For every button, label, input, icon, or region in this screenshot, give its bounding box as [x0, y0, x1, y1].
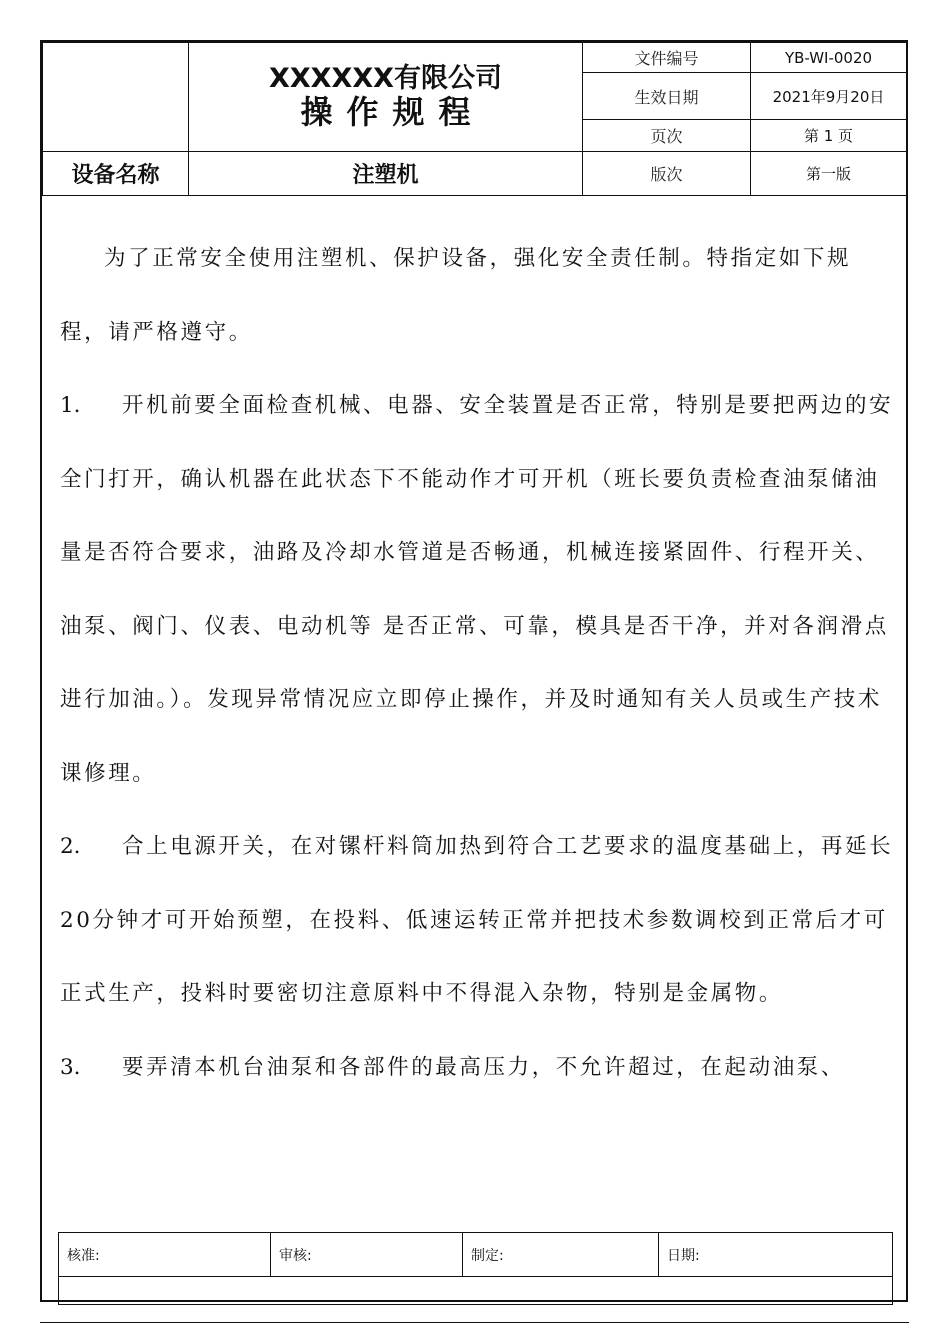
equipment-label: 设备名称	[43, 152, 189, 196]
procedure-item	[60, 369, 898, 810]
logo-cell	[43, 43, 189, 152]
procedure-item	[60, 1031, 898, 1105]
signoff-table	[58, 1232, 893, 1305]
file-number-label: 文件编号	[583, 43, 751, 73]
bottom-rule	[40, 1322, 909, 1323]
version-label: 版次	[583, 152, 751, 196]
approve-field: 核准:	[59, 1233, 271, 1277]
document-header	[42, 42, 907, 196]
item-text: 开机前要全面检查机械、电器、安全装置是否正常，特别是要把两边的安全门打开，确认机器在此状态下不能动作才可开机（班长要负责检查油泵储油量是否符合要求，油路及冷却水管道是否畅通，机械连接紧固件、行程开关、油泵、阀门、仪表、电动机等 是否正常、可靠，模具是否干净，并对各润滑点进行加油。）。发现异常情况应立即停止操作，并及时通知有关人员或生产技术课修理。	[60, 393, 894, 786]
date-field: 日期:	[659, 1233, 893, 1277]
equipment-value: 注塑机	[189, 152, 583, 196]
item-number: 3.	[60, 1054, 81, 1080]
signoff-blank-row	[59, 1277, 893, 1305]
item-text: 合上电源开关，在对镙杆料筒加热到符合工艺要求的温度基础上，再延长20分钟才可开始预塑，在投料、低速运转正常并把技术参数调校到正常后才可正式生产，投料时要密切注意原料中不得混入杂物，特别是金属物。	[60, 834, 894, 1006]
company-name: XXXXXX有限公司	[269, 63, 502, 95]
page-value: 第 1 页	[751, 120, 907, 152]
title-cell	[189, 43, 583, 152]
intro-paragraph: 为了正常安全使用注塑机、保护设备，强化安全责任制。特指定如下规程，请严格遵守。	[60, 246, 852, 345]
procedure-body	[60, 222, 898, 1104]
version-value: 第一版	[751, 152, 907, 196]
item-number: 1.	[60, 393, 81, 418]
page-label: 页次	[583, 120, 751, 152]
file-number-value: YB-WI-0020	[751, 43, 907, 73]
prepare-field: 制定:	[463, 1233, 659, 1277]
item-text: 要弄清本机台油泵和各部件的最高压力，不允许超过，在起动油泵、	[122, 1054, 846, 1080]
review-field: 审核:	[271, 1233, 463, 1277]
effective-date-label: 生效日期	[583, 73, 751, 120]
document-title: 操作规程	[300, 93, 485, 132]
effective-date-value: 2021年9月20日	[751, 73, 907, 120]
procedure-item	[60, 810, 898, 1031]
item-number: 2.	[60, 834, 81, 859]
